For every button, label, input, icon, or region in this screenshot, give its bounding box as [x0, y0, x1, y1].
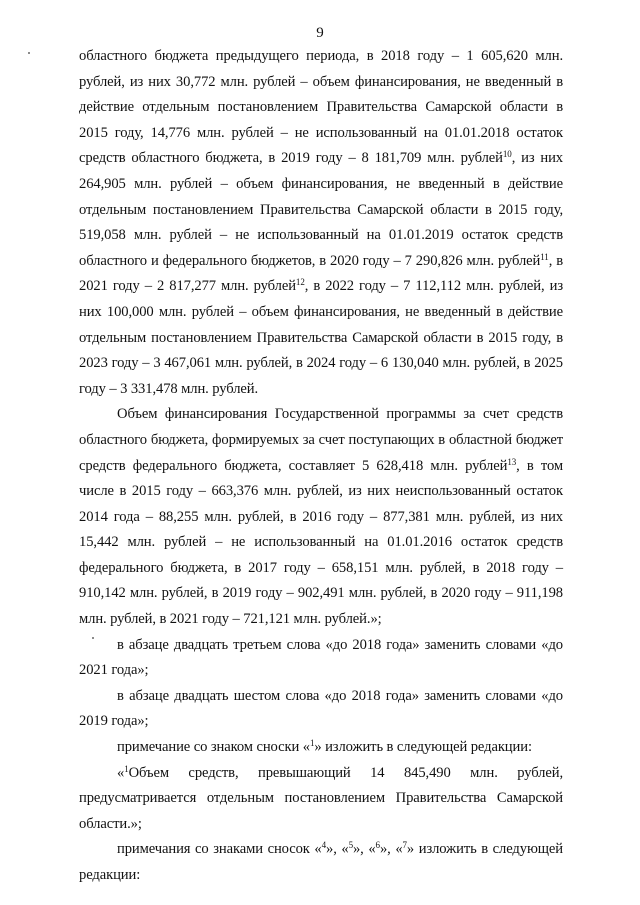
footnote-marker: 4 — [321, 840, 327, 851]
paragraph-funding-continuation — [79, 44, 563, 402]
footnote-marker: 5 — [348, 840, 353, 851]
footnote-marker: 1 — [309, 738, 315, 749]
text-run: Объем финансирования Государственной программы за счет средств областного бюджета, формируемых за счет поступающих в областной бюджет средств федерального бюджета, составляет 5 628,418 млн. рублей — [79, 406, 563, 474]
text-run: областного бюджета предыдущего периода, в 2018 году – 1 605,620 млн. рублей, из них 30,772 млн. рублей – объем финансирования, не введенный в действие отдельным постановлением Правительства Самарской области в 2015 году, 14,776 млн. рублей – не использованный на 01.01.2018 остаток средств областного бюджета, в 2019 году – 8 181,709 млн. рублей — [79, 48, 563, 167]
text-run: примечание со знаком сноски « — [117, 739, 310, 756]
document-body — [79, 44, 563, 889]
page-number: 9 — [316, 25, 324, 41]
paragraph-amendment-23 — [79, 633, 563, 684]
paragraph-footnotes-4-7-intro — [79, 837, 563, 888]
footnote-marker: 13 — [507, 456, 517, 467]
text-run: примечания со знаками сносок « — [117, 841, 322, 858]
footnote-marker: 7 — [402, 840, 407, 851]
footnote-marker: 12 — [295, 277, 305, 288]
text-run: », « — [352, 841, 376, 858]
text-run: в абзаце двадцать третьем слова «до 2018 года» заменить словами «до 2021 года»; — [79, 636, 563, 679]
scan-speck-left-top — [28, 52, 30, 54]
paragraph-federal-funding — [79, 402, 563, 632]
paragraph-footnote-1-intro — [79, 735, 563, 761]
paragraph-footnote-1-text — [79, 761, 563, 838]
text-run: », « — [326, 841, 349, 858]
text-run: , в том числе в 2015 году – 663,376 млн. рублей, из них неиспользованный остаток 2014 года – 88,255 млн. рублей, в 2016 году – 877,381 млн. рублей, из них 15,442 млн. рублей – не использованный на 01.01.2016 остаток средств федерального бюджета, в 2017 году – 658,151 млн. рублей, в 2018 году – 910,142 млн. рублей, в 2019 году – 902,491 млн. рублей, в 2020 году – 911,198 млн. рублей, в 2021 году – 721,121 млн. рублей.»; — [79, 457, 564, 628]
footnote-marker: 1 — [124, 763, 129, 774]
text-run: , в 2022 году – 7 112,112 млн. рублей, из них 100,000 млн. рублей – объем финансирования, не введенный в действие отдельным постановлением Правительства Самарской области в 2015 году, в 2023 году – 3 467,061 млн. рублей, в 2024 году – 6 130,040 млн. рублей, в 2025 году – 3 331,478 млн. рублей. — [79, 278, 564, 397]
text-run: » изложить в следующей редакции: — [79, 841, 563, 883]
text-run: в абзаце двадцать шестом слова «до 2018 года» заменить словами «до 2019 года»; — [79, 687, 563, 730]
text-run: », « — [379, 841, 403, 858]
footnote-marker: 11 — [540, 251, 549, 262]
text-run: Объем средств, превышающий 14 845,490 млн. рублей, предусматривается отдельным постановлением Правительства Самарской области.»; — [79, 764, 563, 832]
text-run: » изложить в следующей редакции: — [314, 739, 532, 756]
text-run: « — [117, 764, 125, 781]
paragraph-amendment-26 — [79, 684, 563, 735]
footnote-marker: 6 — [375, 840, 380, 851]
footnote-marker: 10 — [502, 149, 512, 160]
text-run: , в 2021 году – 2 817,277 млн. рублей — [79, 252, 563, 295]
text-run: , из них 264,905 млн. рублей – объем финансирования, не введенный в действие отдельным постановлением Правительства Самарской области в 2015 году, 519,058 млн. рублей – не использованный на 01.01.2019 остаток средств областного и федерального бюджетов, в 2020 году – 7 290,826 млн. рублей — [79, 150, 563, 269]
